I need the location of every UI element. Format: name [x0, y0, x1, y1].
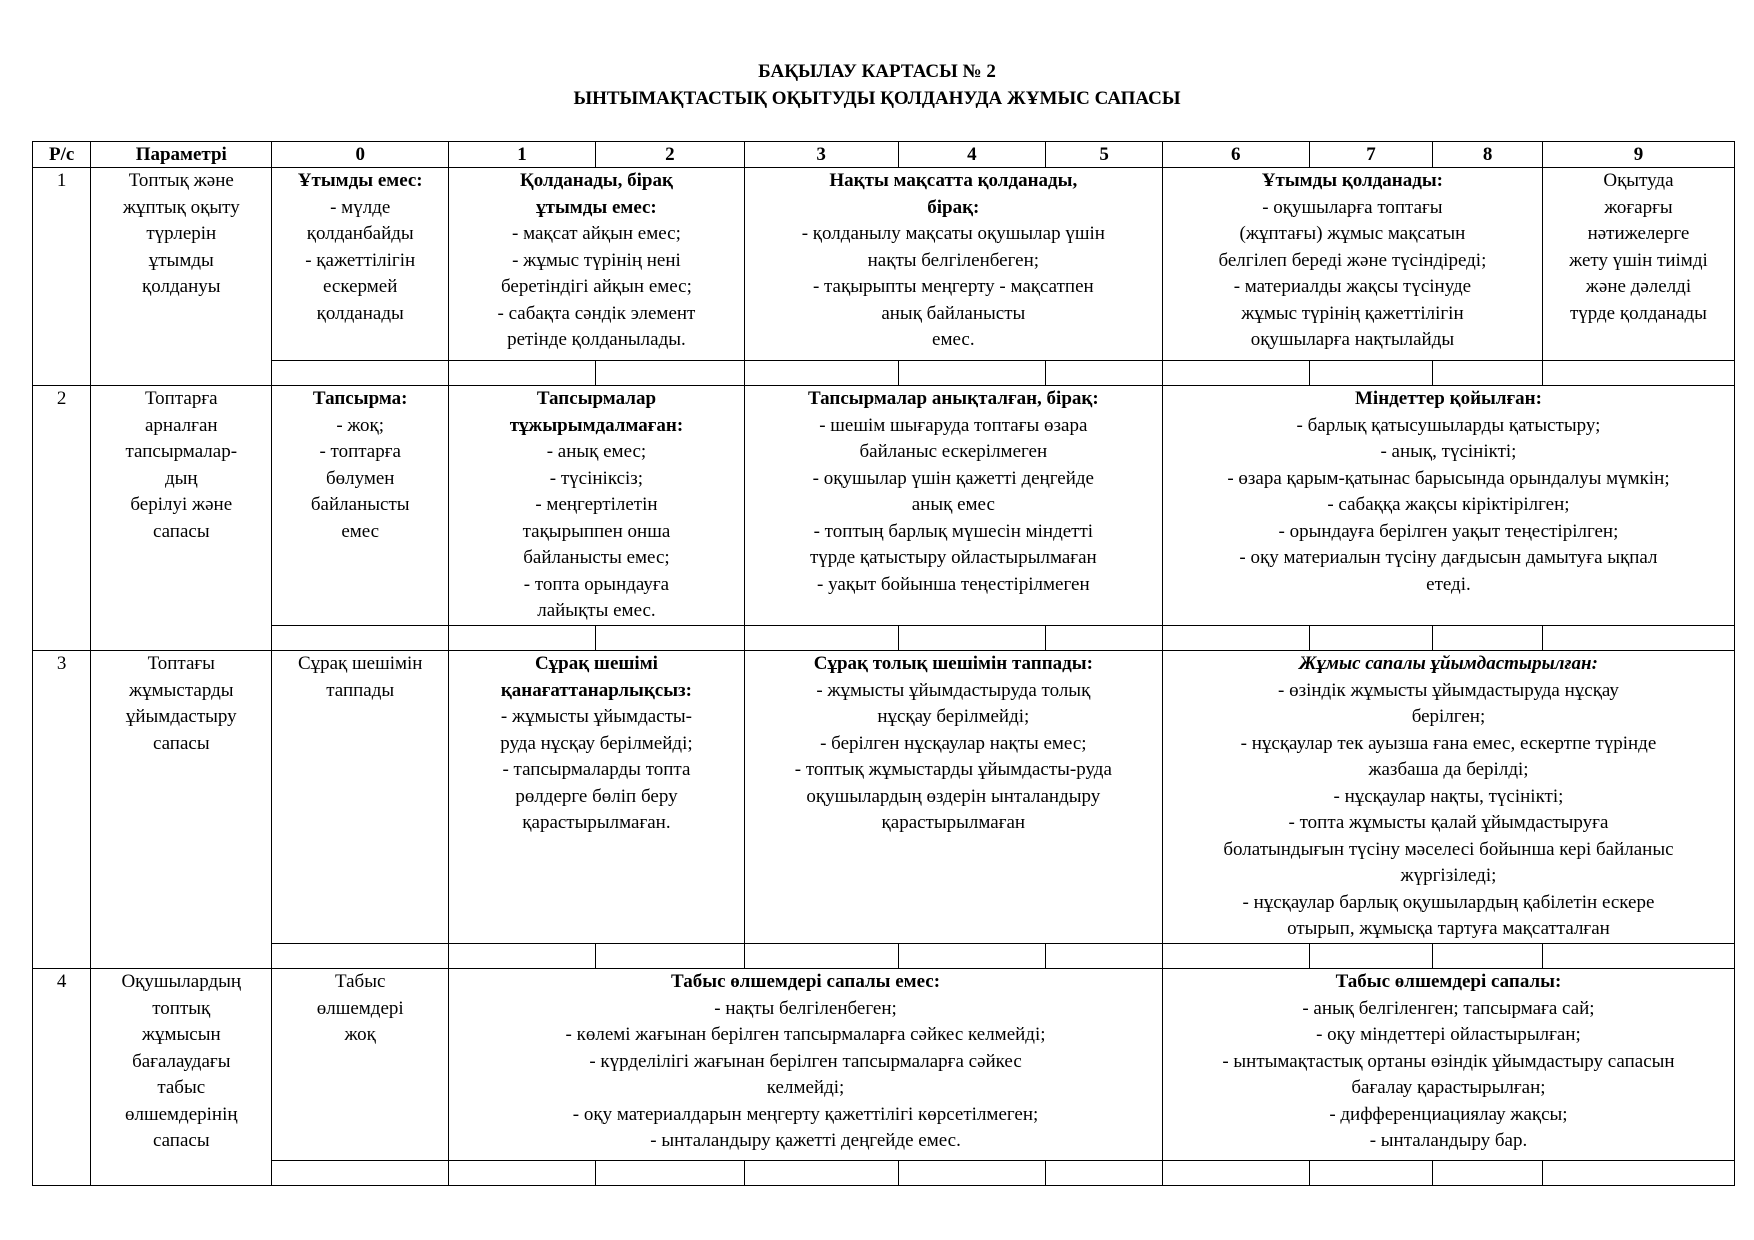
score-cell[interactable]	[595, 944, 744, 969]
level-0-cell: Сұрақ шешімін таппады	[272, 651, 449, 944]
score-row	[33, 361, 1735, 386]
score-cell[interactable]	[1309, 944, 1433, 969]
row-number: 1	[33, 168, 91, 386]
level-0-cell: Табыс өлшемдері жоқ	[272, 969, 449, 1161]
score-cell[interactable]	[1162, 1161, 1309, 1186]
score-cell[interactable]	[898, 1161, 1046, 1186]
row-3	[33, 651, 1735, 944]
score-cell[interactable]	[898, 626, 1046, 651]
row-4	[33, 969, 1735, 1161]
row-number: 4	[33, 969, 91, 1186]
parameter-cell: Топтағы жұмыстарды ұйымдастыру сапасы	[91, 651, 272, 969]
level-0-cell: Ұтымды емес: - мүлде қолданбайды - қажеттілігін ескермей қолданады	[272, 168, 449, 361]
header-score-1: 1	[449, 142, 596, 168]
score-cell[interactable]	[272, 1161, 449, 1186]
header-score-2: 2	[595, 142, 744, 168]
parameter-cell: Топтарға арналған тапсырмалар- дың берілуі және сапасы	[91, 386, 272, 651]
level-6-9-cell: Табыс өлшемдері сапалы: - анық белгіленген; тапсырмаға сай; - оқу міндеттері ойластырылған; - ынтымақтастық ортаны өзіндік ұйымдастыру сапасын бағалау қарастырылған; - дифференциациялау жақсы; - ынталандыру бар.	[1162, 969, 1734, 1161]
score-cell[interactable]	[272, 944, 449, 969]
header-score-7: 7	[1309, 142, 1433, 168]
score-cell[interactable]	[1309, 626, 1433, 651]
score-cell[interactable]	[595, 361, 744, 386]
header-score-9: 9	[1542, 142, 1734, 168]
header-score-3: 3	[744, 142, 898, 168]
score-cell[interactable]	[1046, 626, 1163, 651]
score-cell[interactable]	[1542, 626, 1734, 651]
header-score-8: 8	[1433, 142, 1543, 168]
row-2	[33, 386, 1735, 626]
score-row	[33, 944, 1735, 969]
score-cell[interactable]	[1542, 361, 1734, 386]
row-number: 3	[33, 651, 91, 969]
score-row	[33, 1161, 1735, 1186]
level-6-9-cell: Міндеттер қойылған: - барлық қатысушыларды қатыстыру; - анық, түсінікті; - өзара қарым-қатынас барысында орындалуы мүмкін; - сабаққа жақсы кіріктірілген; - орындауға берілген уақыт теңестірілген; - оқу материалын түсіну дағдысын дамытуға ықпал етеді.	[1162, 386, 1734, 626]
score-cell[interactable]	[449, 626, 596, 651]
level-3-5-cell: Сұрақ толық шешімін таппады: - жұмысты ұйымдастыруда толық нұсқау берілмейді; - берілген нұсқаулар нақты емес; - топтық жұмыстарды ұйымдасты-руда оқушылардың өздерін ынталандыру қарастырылмаған	[744, 651, 1162, 944]
score-cell[interactable]	[449, 1161, 596, 1186]
level-3-5-cell: Тапсырмалар анықталған, бірақ: - шешім шығаруда топтағы өзара байланыс ескерілмеген - оқушылар үшін қажетті деңгейде анық емес - топтың барлық мүшесін міндетті түрде қатыстыру ойластырылмаған - уақыт бойынша теңестірілмеген	[744, 386, 1162, 626]
score-cell[interactable]	[1046, 361, 1163, 386]
score-cell[interactable]	[744, 944, 898, 969]
score-cell[interactable]	[272, 626, 449, 651]
score-cell[interactable]	[1162, 944, 1309, 969]
score-cell[interactable]	[1433, 1161, 1543, 1186]
header-score-5: 5	[1046, 142, 1163, 168]
level-6-9-cell: Жұмыс сапалы ұйымдастырылған: - өзіндік жұмысты ұйымдастыруда нұсқау берілген; - нұсқаулар тек ауызша ғана емес, ескертпе түрінде жазбаша да берілді; - нұсқаулар нақты, түсінікті; - топта жұмысты қалай ұйымдастыруға болатындығын түсіну мәселесі бойынша кері байланыс жүргізіледі; - нұсқаулар барлық оқушылардың қабілетін ескере отырып, жұмысқа тартуға мақсатталған	[1162, 651, 1734, 944]
header-row	[33, 142, 1735, 168]
level-1-2-cell: Сұрақ шешімі қанағаттанарлықсыз: - жұмысты ұйымдасты- руда нұсқау берілмейді; - тапсырмаларды топта рөлдерге бөліп беру қарастырылмаған.	[449, 651, 745, 944]
header-num: Р/с	[33, 142, 91, 168]
score-cell[interactable]	[1046, 1161, 1163, 1186]
score-cell[interactable]	[1433, 626, 1543, 651]
level-9-cell: Оқытуда жоғарғы нәтижелерге жету үшін тиімді және дәлелді түрде қолданады	[1542, 168, 1734, 361]
score-cell[interactable]	[1162, 361, 1309, 386]
header-score-0: 0	[272, 142, 449, 168]
score-cell[interactable]	[1433, 944, 1543, 969]
level-1-5-cell: Табыс өлшемдері сапалы емес: - нақты белгіленбеген; - көлемі жағынан берілген тапсырмаларға сәйкес келмейді; - күрделілігі жағынан берілген тапсырмаларға сәйкес келмейді; - оқу материалдарын меңгерту қажеттілігі көрсетілмеген; - ынталандыру қажетті деңгейде емес.	[449, 969, 1163, 1161]
score-cell[interactable]	[1162, 626, 1309, 651]
score-cell[interactable]	[744, 626, 898, 651]
row-1	[33, 168, 1735, 361]
score-cell[interactable]	[898, 944, 1046, 969]
score-cell[interactable]	[449, 944, 596, 969]
header-score-6: 6	[1162, 142, 1309, 168]
level-6-8-cell: Ұтымды қолданады: - оқушыларға топтағы (жұптағы) жұмыс мақсатын белгілеп береді және түсіндіреді; - материалды жақсы түсінуде жұмыс түрінің қажеттілігін оқушыларға нақтылайды	[1162, 168, 1542, 361]
observation-card-table	[32, 141, 1735, 1186]
card-title: БАҚЫЛАУ КАРТАСЫ № 2	[758, 61, 996, 82]
parameter-cell: Оқушылардың топтық жұмысын бағалаудағы табыс өлшемдерінің сапасы	[91, 969, 272, 1186]
score-cell[interactable]	[744, 1161, 898, 1186]
score-cell[interactable]	[1309, 1161, 1433, 1186]
header-param: Параметрі	[91, 142, 272, 168]
score-cell[interactable]	[1542, 1161, 1734, 1186]
level-0-cell: Тапсырма: - жоқ; - топтарға бөлумен байланысты емес	[272, 386, 449, 626]
score-cell[interactable]	[1309, 361, 1433, 386]
card-subtitle: ЫНТЫМАҚТАСТЫҚ ОҚЫТУДЫ ҚОЛДАНУДА ЖҰМЫС САПАСЫ	[573, 88, 1181, 109]
level-3-5-cell: Нақты мақсатта қолданады, бірақ: - қолданылу мақсаты оқушылар үшін нақты белгіленбеген; - тақырыпты меңгерту - мақсатпен анық байланысты емес.	[744, 168, 1162, 361]
score-cell[interactable]	[449, 361, 596, 386]
score-cell[interactable]	[595, 626, 744, 651]
parameter-cell: Топтық және жұптық оқыту түрлерін ұтымды қолдануы	[91, 168, 272, 386]
score-cell[interactable]	[1542, 944, 1734, 969]
score-cell[interactable]	[744, 361, 898, 386]
score-cell[interactable]	[898, 361, 1046, 386]
score-row	[33, 626, 1735, 651]
level-1-2-cell: Тапсырмалар тұжырымдалмаған: - анық емес; - түсініксіз; - меңгертілетін тақырыппен онша байланысты емес; - топта орындауға лайықты емес.	[449, 386, 745, 626]
row-number: 2	[33, 386, 91, 651]
level-1-2-cell: Қолданады, бірақ ұтымды емес: - мақсат айқын емес; - жұмыс түрінің нені беретіндігі айқын емес; - сабақта сәндік элемент ретінде қолданылады.	[449, 168, 745, 361]
score-cell[interactable]	[1433, 361, 1543, 386]
score-cell[interactable]	[272, 361, 449, 386]
header-score-4: 4	[898, 142, 1046, 168]
score-cell[interactable]	[1046, 944, 1163, 969]
score-cell[interactable]	[595, 1161, 744, 1186]
